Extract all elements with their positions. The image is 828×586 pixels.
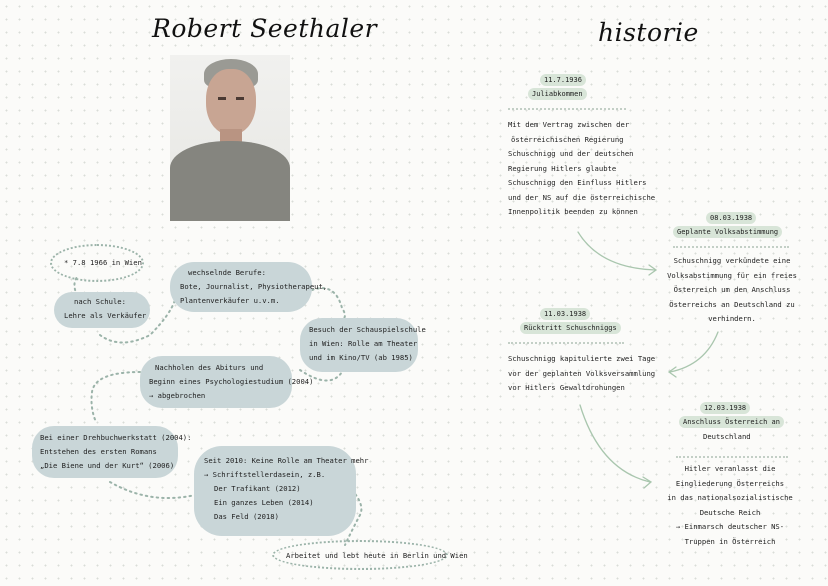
event-body [508,118,655,220]
event-heading: Juliabkommen [528,88,587,100]
bubble-abitur-line: Beginn eines Psychologiestudium (2004) [149,377,314,386]
bubble-abitur-line: Nachholen des Abiturs und [155,363,264,372]
event-body-line: Eingliederung Österreichs [675,478,785,488]
bubble-drama [300,318,426,372]
event-body-line: verhindern. [708,314,756,323]
event-heading: Rücktritt Schuschniggs [520,322,621,334]
bubble-workshop-line: „Die Biene und der Kurt“ (2006) [40,461,175,470]
event-body-line: Truppen in Österreich [684,536,776,546]
left-title: Robert Seethaler [152,14,378,43]
bubble-drama-line: und im Kino/TV (ab 1985) [309,353,413,362]
event-body-line: Österreich um den Anschluss [673,285,791,294]
bubble-school [54,292,150,328]
bubble-lives-line: Arbeitet und lebt heute in Berlin und Wien [286,551,468,560]
bubble-drama-line: Besuch der Schauspielschule [309,325,426,334]
divider [508,342,624,344]
bubble-abitur-line: → abgebrochen [149,391,206,400]
portrait-photo [170,55,290,221]
bubble-workshop [32,426,192,478]
event-date: 11.03.1938 [540,308,590,320]
bubble-jobs [170,262,328,312]
event-body-line: Schuschnigg und der deutschen [508,149,634,158]
bubble-jobs-line: Plantenverkäufer u.v.m. [180,296,280,305]
bubble-lives [272,540,468,570]
event-heading: Geplante Volksabstimmung [673,226,782,238]
event-body-line: Hitler veranlasst die [684,464,776,473]
divider [508,108,626,110]
event-body-line: → Einmarsch deutscher NS- [675,522,785,531]
bubble-drama-line: in Wien: Rolle am Theater [309,339,418,348]
bubble-born [50,244,144,282]
right-title: historie [598,18,699,47]
event-body-line: österreichischen Regierung [511,134,624,144]
event-date: 08.03.1938 [706,212,756,224]
event-body-line: Volksabstimmung für ein freies [667,270,797,280]
bubble-school-line: Lehre als Verkäufer [64,311,147,320]
event-heading-cont: Deutschland [703,432,751,441]
event-body-line: in das nationalsozialistische [667,493,793,502]
event-body [660,462,800,549]
event-body-line: Deutsche Reich [699,507,761,517]
event-heading: Anschluss Österreich an [679,416,784,428]
event-body [508,352,655,396]
event-body-line: Schuschnigg verkündete eine [673,256,791,265]
event-body-line: Regierung Hitlers glaubte [508,163,617,173]
bubble-school-line: nach Schule: [74,297,126,306]
event-date: 12.03.1938 [700,402,750,414]
event-body-line: Österreichs an Deutschland zu [669,299,795,309]
bubble-theater [194,446,369,536]
bubble-theater-line: → Schriftstellerdasein, z.B. [204,470,326,479]
event-body-line: Schuschnigg den Einfluss Hitlers [508,178,647,187]
bubble-theater-line: Das Feld (2018) [214,512,279,521]
bubble-jobs-line: wechselnde Berufe: [188,268,266,277]
divider [673,246,789,248]
bubble-jobs-line: Bote, Journalist, Physiotherapeut, [180,282,328,291]
bubble-workshop-line: Bei einer Drehbuchwerkstatt (2004): [40,433,192,442]
bubble-born-line: * 7.8 1966 in Wien [64,258,142,267]
event-body-line: Innenpolitik beenden zu können [508,207,638,216]
event-body-line: vor Hitlers Gewaltdrohungen [508,383,625,392]
bubble-workshop-line: Entstehen des ersten Romans [40,447,157,456]
event-body-line: und der NS auf die österreichische [508,192,656,202]
bubble-abitur [140,356,314,408]
event-body [666,254,798,327]
event-body-line: vor der geplanten Volksversammlung [508,368,656,378]
bubble-theater-line: Der Trafikant (2012) [214,484,301,493]
bubble-theater-line: Seit 2010: Keine Rolle am Theater mehr [204,456,369,465]
event-body-line: Schuschnigg kapitulierte zwei Tage [508,354,656,363]
divider [676,456,788,458]
event-body-line: Mit dem Vertrag zwischen der [508,120,630,129]
event-date: 11.7.1936 [540,74,586,86]
bubble-theater-line: Ein ganzes Leben (2014) [214,498,314,507]
